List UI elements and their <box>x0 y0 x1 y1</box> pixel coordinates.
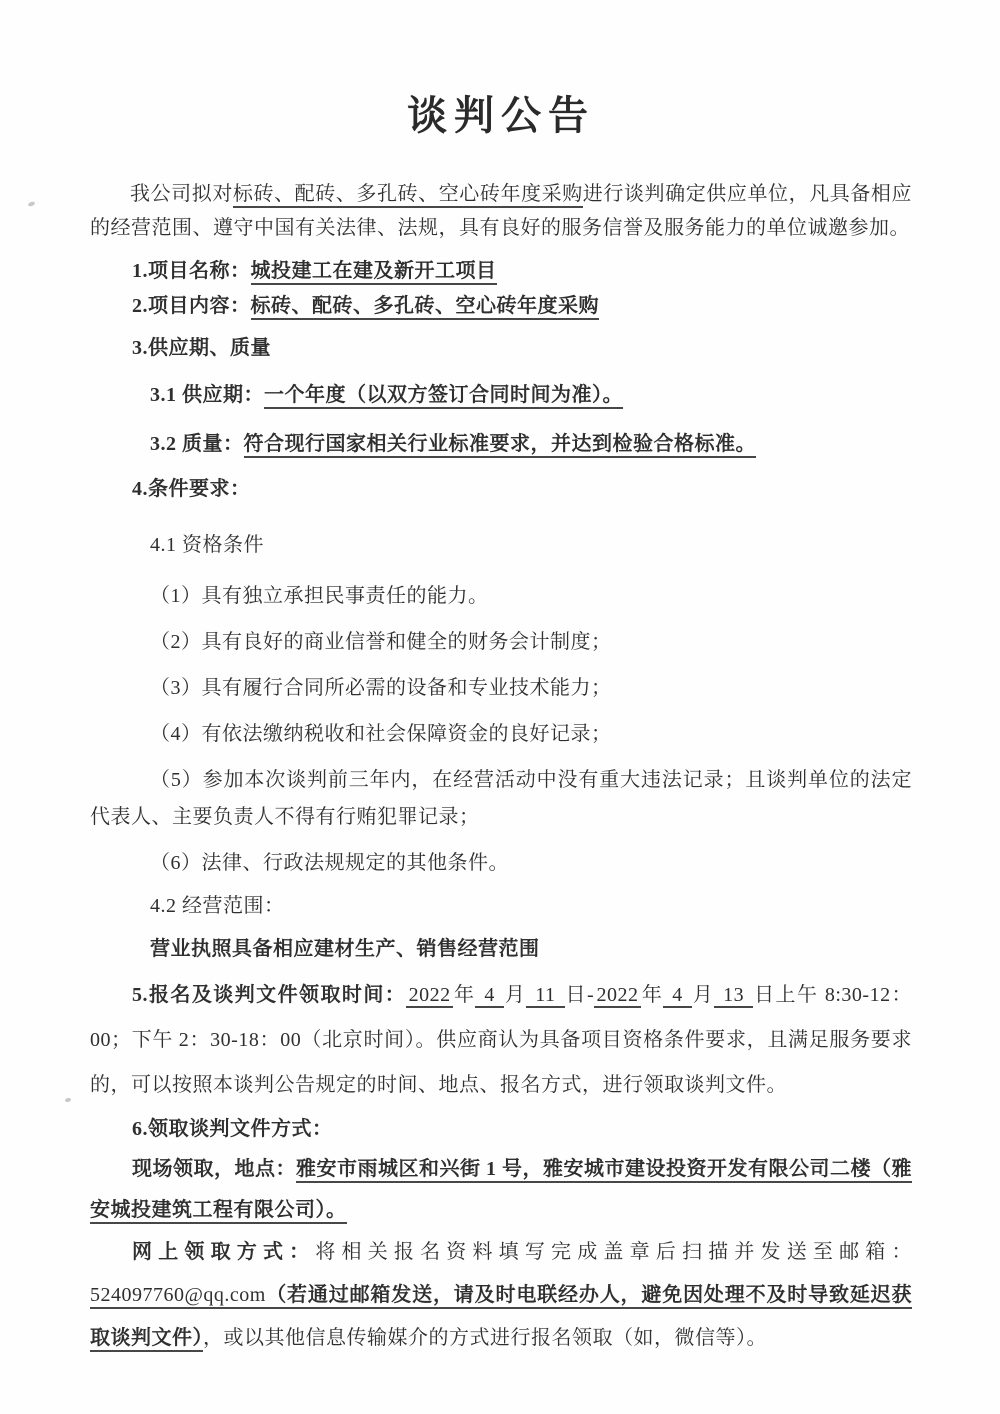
end-year: 2022 <box>594 984 641 1008</box>
onsite-pickup-paragraph <box>90 1149 912 1231</box>
end-month: 4 <box>663 984 692 1008</box>
item-4-2-business-scope <box>90 889 912 923</box>
online-tail: ，或以其他信息传输媒介的方式进行报名领取（如，微信等）。 <box>203 1327 767 1349</box>
item-2-label: 2.项目内容： <box>132 295 251 317</box>
onsite-label: 现场领取，地点： <box>132 1158 296 1180</box>
month-char-2: 月 <box>691 984 715 1006</box>
start-month: 4 <box>475 984 504 1008</box>
item-3-2-label: 3.2 质量： <box>150 433 244 455</box>
item-6-label: 6.领取谈判文件方式： <box>132 1118 333 1140</box>
item-4-requirements <box>90 472 912 506</box>
condition-item-2: （2）具有良好的商业信誉和健全的财务会计制度； <box>150 631 612 653</box>
condition-item-1: （1）具有独立承担民事责任的能力。 <box>150 585 489 607</box>
item-3-label: 3.供应期、质量 <box>132 337 271 359</box>
intro-pre: 我公司拟对 <box>130 183 233 205</box>
condition-item-6: （6）法律、行政法规规定的其他条件。 <box>150 852 509 874</box>
item-1-project-name <box>90 254 912 289</box>
start-year: 2022 <box>406 984 453 1008</box>
item-1-label: 1.项目名称： <box>132 260 251 282</box>
item-3-2-quality <box>90 427 912 461</box>
item-4-1-label: 4.1 资格条件 <box>150 534 264 556</box>
item-5-label: 5.报名及谈判文件领取时间： <box>132 984 407 1006</box>
online-label: 网上领取方式： <box>132 1241 316 1263</box>
online-instructions: 将相关报名资料填写完成盖章后扫描并发送至邮箱： <box>315 1241 913 1263</box>
onsite-address: 雅安市雨城区和兴街 1 号，雅安城市建设投资开发有限公司二楼（雅安城投建筑工程有限公司）。 <box>90 1158 912 1224</box>
month-char: 月 <box>503 984 527 1006</box>
condition-item-4: （4）有依法缴纳税收和社会保障资金的良好记录； <box>150 723 612 745</box>
day-dash: 日- <box>564 984 595 1006</box>
condition-item-5: （5）参加本次谈判前三年内，在经营活动中没有重大违法记录；且谈判单位的法定代表人、主要负责人不得有行贿犯罪记录； <box>90 769 912 828</box>
intro-underlined: 标砖、配砖、多孔砖、空心砖年度采购 <box>233 183 583 208</box>
item-2-project-content <box>90 289 912 324</box>
item-3-supply-quality <box>90 331 912 365</box>
year-char-2: 年 <box>640 984 664 1006</box>
item-3-1-supply-period <box>90 378 912 412</box>
item-5-time-text: 日上午 8:30-12：00；下午 2：30-18：00（北京时间）。供应商认为具备项目资格条件要求，且满足服务要求的，可以按照本谈判公告规定的时间、地点、报名方式，进行领取谈判文件。 <box>90 984 913 1096</box>
item-1-value: 城投建工在建及新开工项目 <box>251 260 497 285</box>
item-3-1-label: 3.1 供应期： <box>150 384 264 406</box>
item-4-1-qualifications <box>90 528 912 562</box>
intro-post: 进行谈判确定供应单位，凡具备相应的经营范围、遵守中国有关法律、法规，具有良好的服务信誉及服务能力的单位诚邀参加。 <box>90 183 913 239</box>
email-address: 524097760@qq.com <box>90 1284 266 1309</box>
item-3-2-value: 符合现行国家相关行业标准要求，并达到检验合格标准。 <box>244 433 757 458</box>
page-title: 谈判公告 <box>407 93 595 138</box>
business-scope-value: 营业执照具备相应建材生产、销售经营范围 <box>150 938 540 960</box>
item-3-1-value: 一个年度（以双方签订合同时间为准）。 <box>264 384 623 409</box>
online-pickup-paragraph <box>90 1231 912 1360</box>
start-day: 11 <box>526 984 564 1008</box>
item-4-2-label: 4.2 经营范围： <box>150 895 285 917</box>
item-5-registration-time <box>90 973 912 1108</box>
item-6-document-pickup <box>90 1109 912 1149</box>
item-4-label: 4.条件要求： <box>132 478 251 500</box>
intro-paragraph <box>90 177 912 245</box>
end-day: 13 <box>714 984 753 1008</box>
year-char: 年 <box>453 984 476 1006</box>
condition-item-3: （3）具有履行合同所必需的设备和专业技术能力； <box>150 677 612 699</box>
item-2-value: 标砖、配砖、多孔砖、空心砖年度采购 <box>251 295 600 320</box>
online-note: （若通过邮箱发送，请及时电联经办人，避免因处理不及时导致延迟获取谈判文件） <box>90 1284 912 1352</box>
business-scope-text <box>90 932 912 966</box>
